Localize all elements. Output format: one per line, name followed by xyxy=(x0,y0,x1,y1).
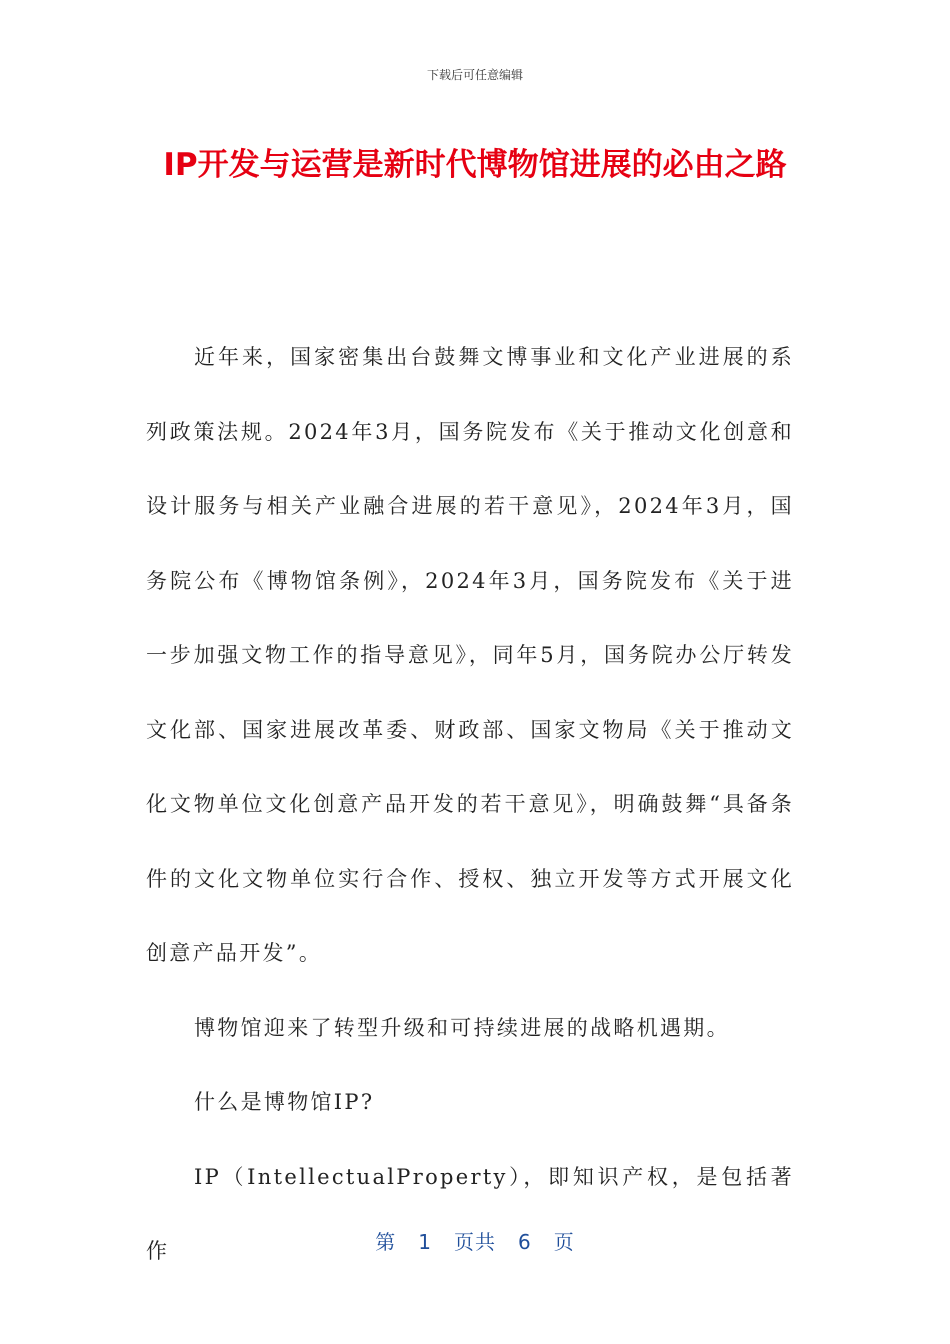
page-label-prefix: 第 xyxy=(375,1230,397,1254)
page-label-suffix: 页 xyxy=(553,1230,575,1254)
paragraph-question: 什么是博物馆IP? xyxy=(194,1090,375,1114)
current-page-number: 1 xyxy=(418,1230,432,1254)
paragraph-intro: 近年来，国家密集出台鼓舞文博事业和文化产业进展的系列政策法规。2024年3月，国务院发布《关于推动文化创意和设计服务与相关产业融合进展的若干意见》，2024年3月，国务院公布《博物馆条例》，2024年3月，国务院发布《关于进一步加强文物工作的指导意见》，同年5月，国务院办公厅转发文化部、国家进展改革委、财政部、国家文物局《关于推动文化文物单位文化创意产品开发的若干意见》，明确鼓舞“具备条件的文化文物单位实行合作、授权、独立开发等方式开展文化创意产品开发”。 xyxy=(146,345,794,965)
page-label-mid: 页共 xyxy=(454,1230,496,1254)
page-header: 下载后可任意编辑 xyxy=(426,68,523,82)
page-footer xyxy=(0,1226,950,1255)
total-pages-number: 6 xyxy=(518,1230,532,1254)
document-body xyxy=(146,320,794,1289)
paragraph-ip-definition: IP（IntellectualProperty），即知识产权，是包括著作 xyxy=(146,1164,794,1263)
paragraph-opportunity: 博物馆迎来了转型升级和可持续进展的战略机遇期。 xyxy=(194,1015,730,1040)
document-title: IP开发与运营是新时代博物馆进展的必由之路 xyxy=(163,147,787,183)
